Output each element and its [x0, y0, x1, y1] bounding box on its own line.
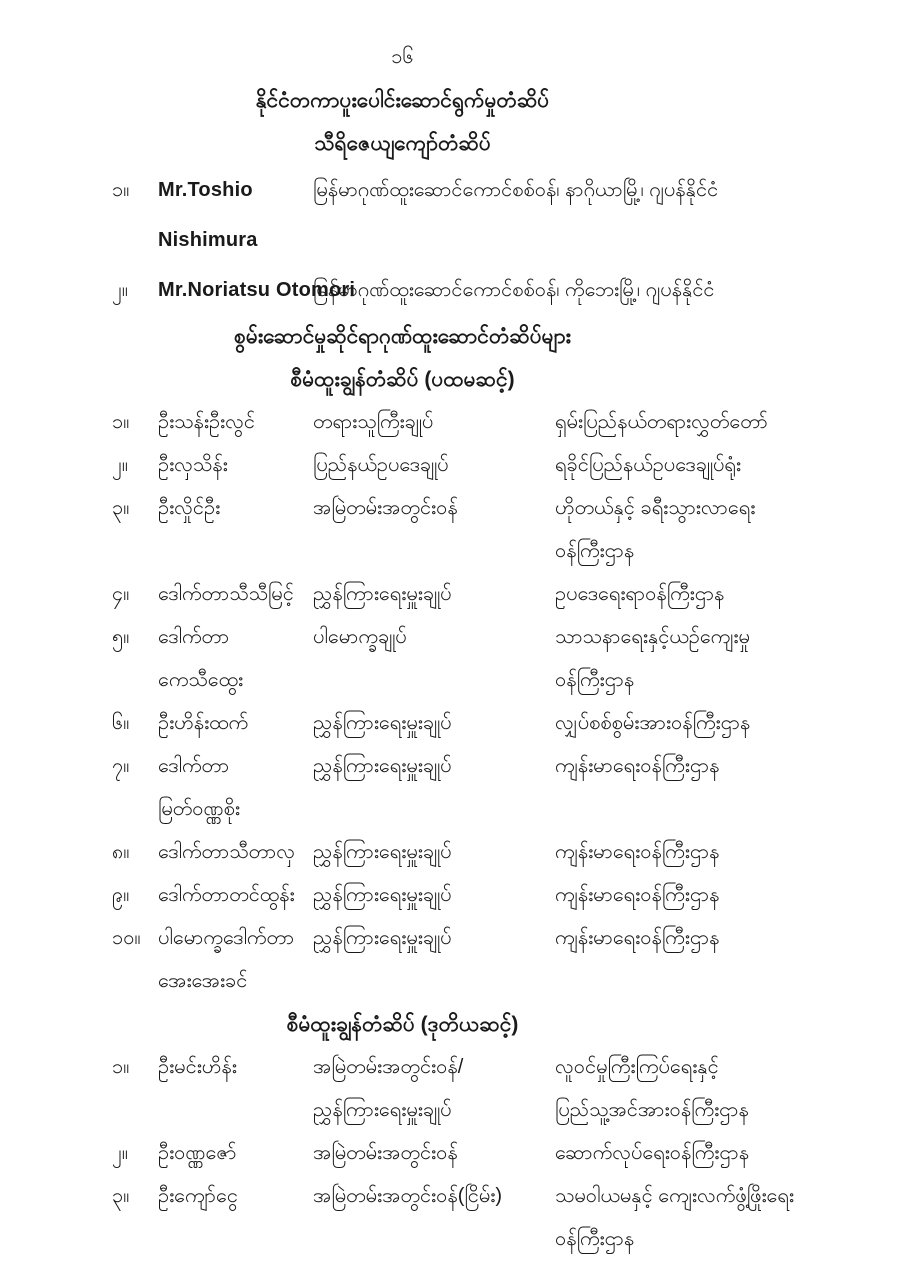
- recipient-department: သာသနာရေးနှင့်ယဉ်ကျေးမှု: [555, 626, 750, 648]
- recipient-name-cell: [158, 1046, 313, 1089]
- award-row: [112, 444, 895, 487]
- recipient-department: ဝန်ကြီးဌာန: [555, 540, 635, 562]
- row-number: ၆။: [112, 712, 130, 734]
- honorary-row: [112, 265, 895, 315]
- recipient-name: ပါမောက္ခဒေါက်တာ: [158, 927, 295, 949]
- recipient-position: တရားသူကြီးချုပ်: [313, 411, 434, 433]
- recipient-department-cell: [555, 702, 895, 745]
- row-number-cell: [112, 831, 158, 874]
- recipient-name: ဦးလှိုင်ဦး: [158, 497, 221, 519]
- recipient-department-cell: [555, 831, 895, 874]
- row-number: ၁။: [112, 1056, 130, 1078]
- row-number-cell: [112, 573, 158, 616]
- recipient-position: အမြဲတမ်းအတွင်းဝန်: [313, 1142, 458, 1164]
- recipient-name: ဦးဟိန်းထက်: [158, 712, 249, 734]
- recipient-position-cell: [313, 616, 555, 659]
- recipient-position: ညွှန်ကြားရေးမှူးချုပ်: [313, 1099, 452, 1121]
- recipient-name: ဒေါက်တာ: [158, 626, 230, 648]
- row-number-cell: [112, 1175, 158, 1218]
- recipient-position-cell: [313, 487, 555, 530]
- award-row: [112, 573, 895, 616]
- row-number-cell: [112, 401, 158, 444]
- recipient-department: ပြည်သူ့အင်အားဝန်ကြီးဌာန: [555, 1099, 749, 1121]
- row-number-cell: [112, 444, 158, 487]
- recipient-department-cell: [555, 1132, 895, 1175]
- recipient-department-cell: [555, 1046, 895, 1132]
- row-number: ၂။: [112, 454, 128, 476]
- recipient-name-cell: [158, 1132, 313, 1175]
- recipient-position: ညွှန်ကြားရေးမှူးချုပ်: [313, 712, 452, 734]
- recipient-department: ကျန်းမာရေးဝန်ကြီးဌာန: [555, 927, 720, 949]
- award-row: [112, 1132, 895, 1175]
- row-number: ၁။: [112, 179, 130, 201]
- recipient-department: ဝန်ကြီးဌာန: [555, 669, 635, 691]
- recipient-department: ကျန်းမာရေးဝန်ကြီးဌာန: [555, 755, 720, 777]
- recipient-department-cell: [555, 917, 895, 960]
- row-number: ၈။: [112, 841, 130, 863]
- row-number-cell: [112, 917, 158, 960]
- recipient-department-cell: [555, 487, 895, 573]
- recipient-position: အမြဲတမ်းအတွင်းဝန်: [313, 497, 458, 519]
- recipient-department: သမဝါယမနှင့် ကျေးလက်ဖွံ့ဖြိုးရေး: [555, 1185, 794, 1207]
- recipient-position-cell: [313, 1046, 555, 1132]
- section-title-second-class: စီမံထူးချွန်တံဆိပ် (ဒုတိယဆင့်): [286, 1013, 519, 1036]
- recipient-position: ပြည်နယ်ဥပဒေချုပ်: [313, 454, 449, 476]
- row-number: ၃။: [112, 1185, 130, 1207]
- recipient-position-cell: [313, 745, 555, 788]
- recipient-description-cell: [313, 265, 895, 315]
- recipient-name: Mr.Toshio: [158, 179, 253, 201]
- recipient-position: ညွှန်ကြားရေးမှူးချုပ်: [313, 583, 452, 605]
- recipient-position-cell: [313, 831, 555, 874]
- row-number-cell: [112, 165, 158, 215]
- row-number-cell: [112, 1132, 158, 1175]
- recipient-name-cell: [158, 917, 313, 1003]
- recipient-position-cell: [313, 1132, 555, 1175]
- recipient-name: ကေသီထွေး: [158, 669, 244, 691]
- recipient-description: မြန်မာဂုဏ်ထူးဆောင်ကောင်စစ်ဝန်၊ နာဂိုယာမြို့၊ ဂျပန်နိုင်ငံ: [313, 179, 719, 201]
- recipient-name: ဦးကျော်ငွေ: [158, 1185, 238, 1207]
- row-number: ၅။: [112, 626, 130, 648]
- recipient-department: ဟိုတယ်နှင့် ခရီးသွားလာရေး: [555, 497, 756, 519]
- award-row: [112, 702, 895, 745]
- recipient-department-cell: [555, 616, 895, 702]
- recipient-position: အမြဲတမ်းအတွင်းဝန်(ငြိမ်း): [313, 1185, 502, 1207]
- recipient-department-cell: [555, 745, 895, 788]
- performance-awards-title: စွမ်းဆောင်မှုဆိုင်ရာဂုဏ်ထူးဆောင်တံဆိပ်များ: [234, 325, 571, 348]
- award-row: [112, 1046, 895, 1132]
- recipient-department: လျှပ်စစ်စွမ်းအားဝန်ကြီးဌာန: [555, 712, 751, 734]
- row-number-cell: [112, 616, 158, 659]
- recipient-position: အမြဲတမ်းအတွင်းဝန်/: [313, 1056, 464, 1078]
- award-row: [112, 616, 895, 702]
- award-row: [112, 831, 895, 874]
- row-number: ၂။: [112, 279, 128, 301]
- recipient-name: ဦးသန်းဦးလွင်: [158, 411, 255, 433]
- row-number-cell: [112, 265, 158, 315]
- recipient-department-cell: [555, 1175, 895, 1261]
- award-row: [112, 1175, 895, 1261]
- recipient-name-cell: [158, 1175, 313, 1218]
- row-number: ၇။: [112, 755, 130, 777]
- recipient-department-cell: [555, 444, 895, 487]
- page-number: ၁၆: [391, 46, 414, 68]
- recipient-name-cell: [158, 265, 356, 315]
- recipient-position: ပါမောက္ခချုပ်: [313, 626, 407, 648]
- row-number-cell: [112, 702, 158, 745]
- recipient-name-cell: [158, 745, 313, 831]
- row-number: ၁၀။: [112, 927, 141, 949]
- recipient-position-cell: [313, 874, 555, 917]
- row-number: ၉။: [112, 884, 130, 906]
- recipient-department: ဆောက်လုပ်ရေးဝန်ကြီးဌာန: [555, 1142, 750, 1164]
- recipient-department: ရခိုင်ပြည်နယ်ဥပဒေချုပ်ရုံး: [555, 454, 741, 476]
- award-row: [112, 874, 895, 917]
- recipient-name: ဒေါက်တာတင်ထွန်း: [158, 884, 295, 906]
- recipient-position-cell: [313, 401, 555, 444]
- row-number: ၃။: [112, 497, 130, 519]
- recipient-name: Nishimura: [158, 229, 258, 251]
- recipient-department: ကျန်းမာရေးဝန်ကြီးဌာန: [555, 884, 720, 906]
- recipient-description: မြန်မာဂုဏ်ထူးဆောင်ကောင်စစ်ဝန်၊ ကိုဘေးမြို့၊ ဂျပန်နိုင်ငံ: [313, 279, 715, 301]
- recipient-position-cell: [313, 573, 555, 616]
- recipient-department: လူဝင်မှုကြီးကြပ်ရေးနှင့်: [555, 1056, 719, 1078]
- recipient-position: ညွှန်ကြားရေးမှူးချုပ်: [313, 927, 452, 949]
- recipient-name-cell: [158, 616, 313, 702]
- recipient-name: အေးအေးခင်: [158, 970, 248, 992]
- row-number: ၂။: [112, 1142, 128, 1164]
- award-row: [112, 487, 895, 573]
- recipient-name-cell: [158, 874, 313, 917]
- recipient-department-cell: [555, 401, 895, 444]
- recipient-name: ဦးလှသိန်း: [158, 454, 228, 476]
- row-number-cell: [112, 1046, 158, 1089]
- recipient-name-cell: [158, 702, 313, 745]
- award-row: [112, 401, 895, 444]
- document-subtitle: သီရိဇေယျကျော်တံဆိပ်: [314, 132, 491, 155]
- recipient-position-cell: [313, 702, 555, 745]
- recipient-name: Mr.Noriatsu Otomori: [158, 279, 356, 301]
- recipient-position-cell: [313, 444, 555, 487]
- row-number-cell: [112, 745, 158, 788]
- recipient-department: ကျန်းမာရေးဝန်ကြီးဌာန: [555, 841, 720, 863]
- award-row: [112, 917, 895, 1003]
- recipient-position-cell: [313, 917, 555, 960]
- recipient-name-cell: [158, 487, 313, 530]
- row-number-cell: [112, 874, 158, 917]
- recipient-name-cell: [158, 831, 313, 874]
- recipient-position: ညွှန်ကြားရေးမှူးချုပ်: [313, 755, 452, 777]
- recipient-position: ညွှန်ကြားရေးမှူးချုပ်: [313, 841, 452, 863]
- recipient-department-cell: [555, 573, 895, 616]
- recipient-name-cell: [158, 573, 313, 616]
- recipient-name-cell: [158, 444, 313, 487]
- row-number: ၁။: [112, 411, 130, 433]
- recipient-name-cell: [158, 165, 313, 265]
- recipient-department: ရှမ်းပြည်နယ်တရားလွှတ်တော်: [555, 411, 768, 433]
- row-number: ၄။: [112, 583, 130, 605]
- recipient-name: ဦးဝဏ္ဏဇော်: [158, 1142, 237, 1164]
- recipient-name: ဒေါက်တာသီတာလှ: [158, 841, 296, 863]
- honorary-row: [112, 165, 895, 265]
- section-title-first-class: စီမံထူးချွန်တံဆိပ် (ပထမဆင့်): [290, 368, 515, 391]
- recipient-name: ဒေါက်တာ: [158, 755, 230, 777]
- recipient-name-cell: [158, 401, 313, 444]
- recipient-name: ဒေါက်တာသီသီမြင့်: [158, 583, 294, 605]
- recipient-name: ဦးမင်းဟိန်း: [158, 1056, 237, 1078]
- recipient-department: ဥပဒေရေးရာဝန်ကြီးဌာန: [555, 583, 725, 605]
- recipient-position-cell: [313, 1175, 555, 1218]
- row-number-cell: [112, 487, 158, 530]
- recipient-description-cell: [313, 165, 895, 215]
- document-title: နိုင်ငံတကာပူးပေါင်းဆောင်ရွက်မှုတံဆိပ်: [255, 89, 550, 112]
- award-row: [112, 745, 895, 831]
- recipient-department-cell: [555, 874, 895, 917]
- recipient-department: ဝန်ကြီးဌာန: [555, 1228, 635, 1250]
- recipient-name: မြတ်ဝဏ္ဏစိုး: [158, 798, 240, 820]
- recipient-position: ညွှန်ကြားရေးမှူးချုပ်: [313, 884, 452, 906]
